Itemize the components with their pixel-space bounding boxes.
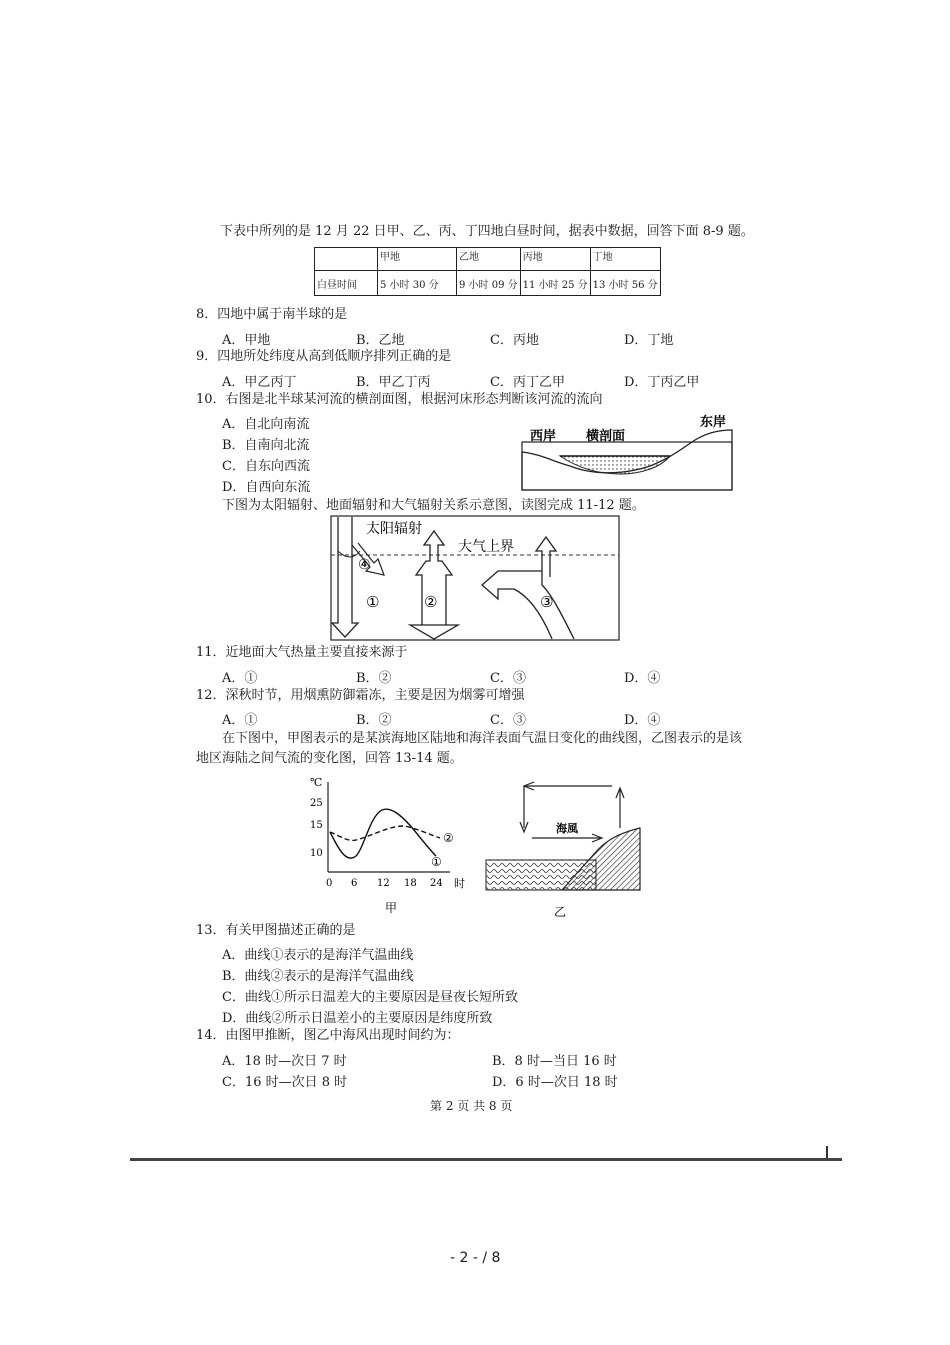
y-tick-25: 25 — [310, 798, 323, 809]
x-axis-unit: 时 — [454, 877, 465, 890]
q13-option-d: D．曲线②所示日温差小的主要原因是纬度所致 — [222, 1011, 493, 1026]
page-footer: 第 2 页 共 8 页 — [430, 1099, 513, 1113]
q8-option-a: A．甲地 — [222, 333, 271, 348]
q8-option-c: C．丙地 — [490, 333, 539, 348]
y-tick-15: 15 — [310, 820, 323, 831]
x-tick-0: 0 — [326, 878, 333, 889]
q8-stem: 8．四地中属于南半球的是 — [196, 307, 348, 322]
chart-caption-yi: 乙 — [554, 905, 567, 919]
q11-stem: 11．近地面大气热量主要直接来源于 — [196, 645, 408, 660]
q12-stem: 12．深秋时节，用烟熏防御霜冻，主要是因为烟雾可增强 — [196, 688, 525, 703]
q9-stem: 9．四地所处纬度从高到低顺序排列正确的是 — [196, 349, 452, 364]
q10-option-c: C．自东向西流 — [222, 459, 310, 474]
table-header-cell — [315, 248, 378, 271]
q14-stem: 14．由图甲推断，图乙中海风出现时间约为： — [196, 1028, 460, 1043]
label-3: ③ — [540, 593, 554, 611]
intro-11-12: 下图为太阳辐射、地面辐射和大气辐射关系示意图，读图完成 11-12 题。 — [222, 498, 645, 513]
label-1: ① — [366, 593, 380, 611]
q13-option-b: B．曲线②表示的是海洋气温曲线 — [222, 969, 414, 984]
q13-stem: 13．有关甲图描述正确的是 — [196, 923, 356, 938]
table-cell: 9 小时 09 分 — [457, 271, 521, 296]
q12-option-b: B．② — [356, 713, 392, 728]
q9-option-c: C．丙丁乙甲 — [490, 375, 565, 390]
table-header-cell: 丁地 — [590, 248, 660, 271]
q8-option-d: D．丁地 — [624, 333, 674, 348]
sea-breeze-figure — [484, 778, 644, 924]
sea-breeze-label: 海風 — [556, 822, 578, 835]
label-2: ② — [424, 593, 438, 611]
intro-8-9: 下表中所列的是 12 月 22 日甲、乙、丙、丁四地白昼时间，据表中数据，回答下面 8-9 题。 — [220, 224, 754, 239]
table-row — [315, 271, 661, 296]
q12-option-d: D．④ — [624, 713, 661, 728]
x-tick-12: 12 — [377, 878, 390, 889]
curve-2-label: ② — [443, 831, 454, 845]
table-header-cell: 丙地 — [520, 248, 590, 271]
table-cell: 5 小时 30 分 — [378, 271, 457, 296]
q11-option-d: D．④ — [624, 671, 661, 686]
q10-option-a: A．自北向南流 — [222, 417, 310, 432]
q9-option-a: A．甲乙丙丁 — [222, 375, 297, 390]
q9-option-b: B．甲乙丁丙 — [356, 375, 431, 390]
q8-option-b: B．乙地 — [356, 333, 405, 348]
table-cell: 11 小时 25 分 — [520, 271, 590, 296]
upper-atmosphere-label: 大气上界 — [458, 539, 514, 555]
q12-option-a: A．① — [222, 713, 258, 728]
q12-option-c: C．③ — [490, 713, 526, 728]
y-axis-unit: ℃ — [310, 776, 323, 789]
q10-option-b: B．自南向北流 — [222, 438, 310, 453]
x-tick-24: 24 — [430, 878, 443, 889]
q14-option-b: B．8 时—当日 16 时 — [492, 1054, 617, 1069]
page-number: - 2 - / 8 — [450, 1250, 501, 1266]
x-tick-6: 6 — [351, 878, 358, 889]
table-header-cell: 甲地 — [378, 248, 457, 271]
cross-section-label: 横剖面 — [586, 429, 626, 444]
q9-option-d: D．丁丙乙甲 — [624, 375, 700, 390]
solar-radiation-arrow — [332, 517, 358, 637]
label-4: ④ — [358, 557, 371, 573]
table-header-cell: 乙地 — [457, 248, 521, 271]
table-row-label: 白昼时间 — [315, 271, 378, 296]
q13-option-a: A．曲线①表示的是海洋气温曲线 — [222, 948, 414, 963]
river-cross-section-figure — [520, 412, 735, 492]
q11-option-c: C．③ — [490, 671, 526, 686]
curve-2-line — [330, 826, 440, 840]
x-tick-18: 18 — [404, 878, 417, 889]
curve-1-label: ① — [431, 855, 442, 869]
y-tick-10: 10 — [310, 848, 323, 859]
chart-caption-jia: 甲 — [385, 901, 398, 915]
q14-option-c: C．16 时—次日 8 时 — [222, 1075, 348, 1090]
q11-option-b: B．② — [356, 671, 392, 686]
east-bank-label: 东岸 — [700, 415, 727, 430]
corner-mark — [826, 1146, 828, 1158]
q10-stem: 10．右图是北半球某河流的横剖面图，根据河床形态判断该河流的流向 — [196, 392, 603, 407]
q10-option-d: D．自西向东流 — [222, 480, 311, 495]
q14-option-d: D．6 时—次日 18 时 — [492, 1075, 618, 1090]
table-cell: 13 小时 56 分 — [590, 271, 660, 296]
west-bank-label: 西岸 — [530, 429, 557, 444]
q11-option-a: A．① — [222, 671, 258, 686]
curve-1-line — [330, 809, 436, 858]
q13-option-c: C．曲线①所示日温差大的主要原因是昼夜长短所致 — [222, 990, 518, 1005]
q14-option-a: A．18 时—次日 7 时 — [222, 1054, 347, 1069]
intro-13-14-line2: 地区海陆之间气流的变化图，回答 13-14 题。 — [196, 751, 463, 766]
table-row — [315, 248, 661, 271]
temperature-chart — [300, 772, 480, 920]
scan-bottom-rule — [130, 1158, 842, 1161]
river-water — [560, 456, 670, 474]
solar-radiation-label: 太阳辐射 — [366, 521, 422, 537]
radiation-figure — [330, 515, 620, 641]
daylight-table — [314, 247, 661, 296]
intro-13-14-line1: 在下图中，甲图表示的是某滨海地区陆地和海洋表面气温日变化的曲线图，乙图表示的是该 — [222, 731, 743, 746]
